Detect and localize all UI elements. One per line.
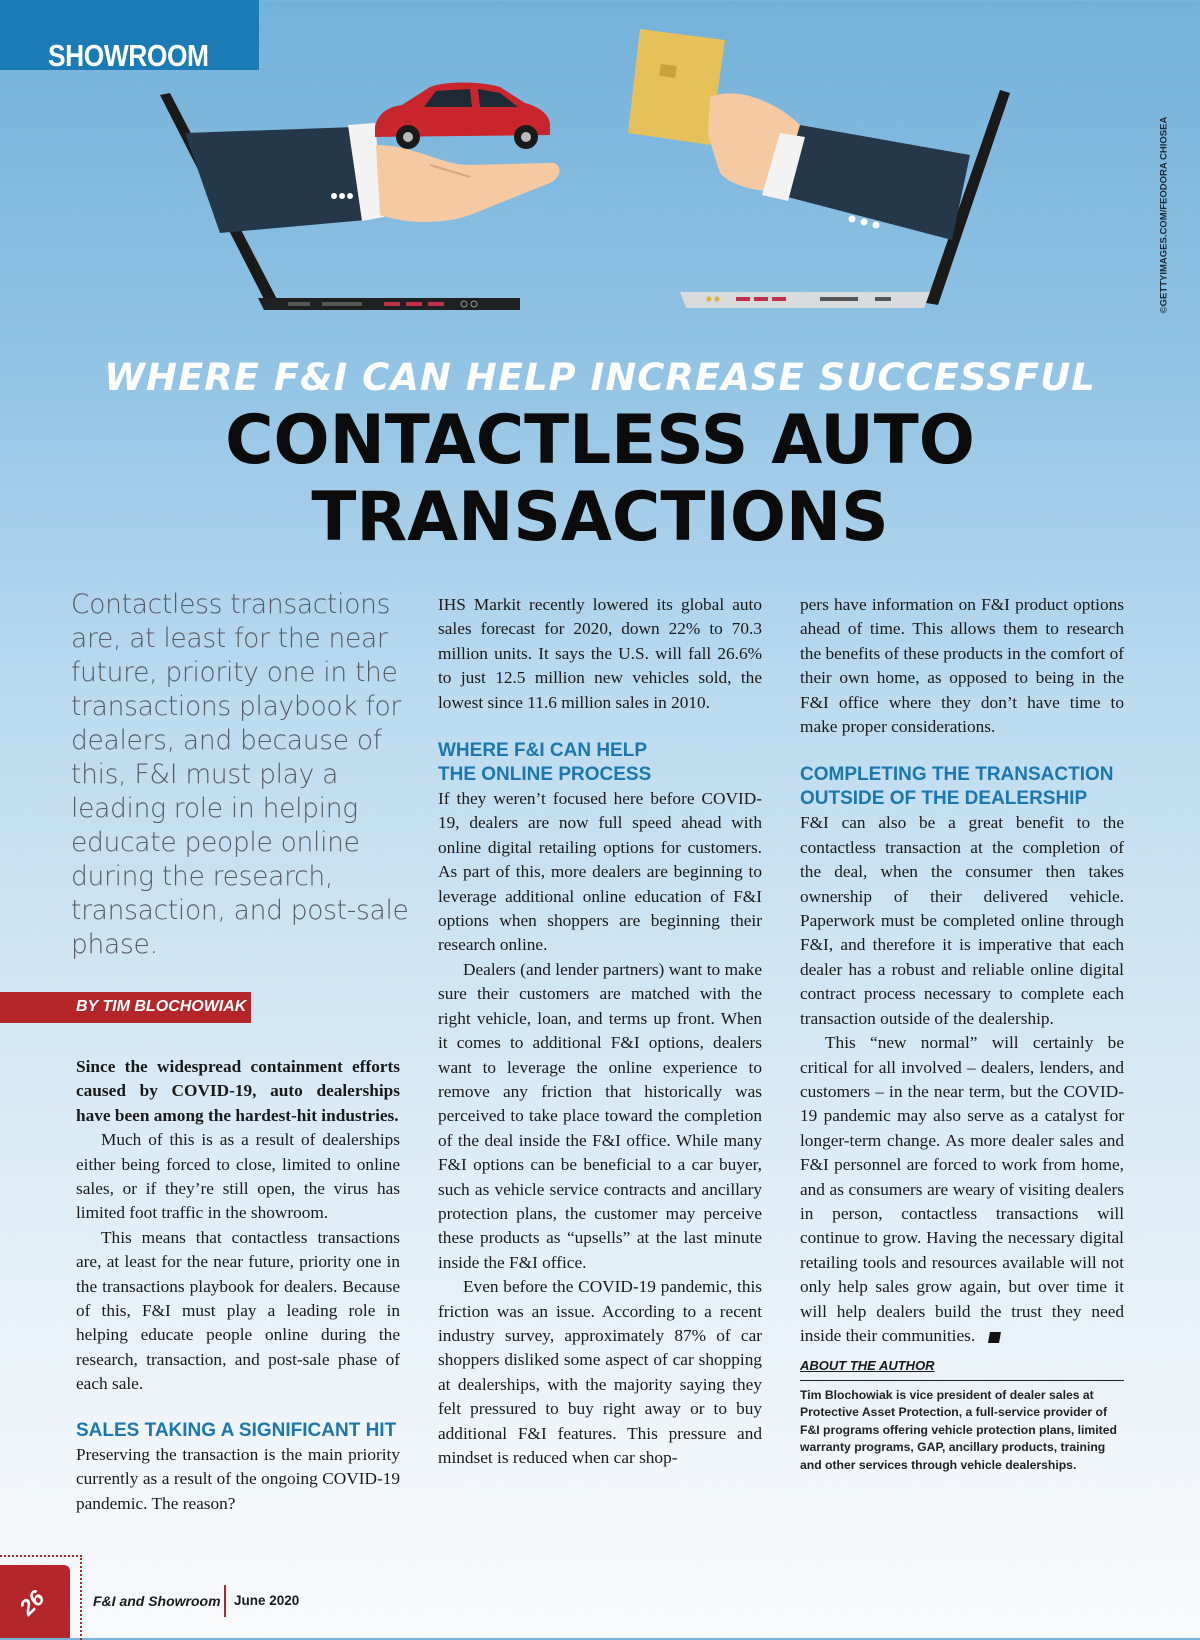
body-paragraph: F&I can also be a great benefit to the contactless transaction at the completion of the deal, when the consumer then takes ownership of their delivered vehicle. Paperwork must be completed online through F&I, and therefore it is imperative that each dealer has a robust and reliable online digital contract process necessary to complete each transaction outside of the dealership. bbox=[800, 813, 1124, 1028]
body-paragraph: IHS Markit recently lowered its global auto sales forecast for 2020, down 22% to 70.3 million units. It says the U.S. will fall 26.6% to just 12.5 million new vehicles sold, the lowest since 11.6 million sales in 2010. bbox=[438, 595, 762, 712]
body-paragraph: This means that contactless transactions are, at least for the near future, priority one in the transactions playbook for dealers. Because of this, F&I must play a leading role in helping educate people online during the research, transaction, and post-sale phase of each sale. bbox=[76, 1227, 400, 1394]
body-paragraph: Even before the COVID-19 pandemic, this friction was an issue. According to a recent industry survey, approximately 87% of car shoppers disliked some aspect of car shopping at dealerships, with the majority saying they felt pressured to buy right away or to buy additional F&I features. This pressure and mindset is reduced when car shop- bbox=[438, 1277, 762, 1467]
body-paragraph: Preserving the transaction is the main priority currently as a result of the ongoing COVID-19 pandemic. The reason? bbox=[76, 1444, 400, 1513]
column-3 bbox=[800, 593, 1124, 1474]
author-bio: Tim Blochowiak is vice president of dealer sales at Protective Asset Protection, a full-service provider of F&I programs offering vehicle protection plans, limited warranty programs, GAP, ancillary products, training and other services through vehicle dealerships. bbox=[800, 1387, 1117, 1472]
headline-line-2: TRANSACTIONS bbox=[311, 478, 889, 557]
body-paragraph: Dealers (and lender partners) want to make sure their customers are matched with the right vehicle, loan, and terms up front. When it comes to additional F&I options, dealers want to leverage the online experience to remove any friction that historically was perceived to take place toward the completion of the deal inside the F&I office. While many F&I options can be beneficial to a car buyer, such as vehicle service contracts and ancillary protection plans, the customer may perceive these products as “upsells” at the last minute inside the F&I office. bbox=[438, 959, 762, 1272]
pull-quote: Contactless transactions are, at least for the near future, priority one in the transactions playbook for dealers, and because of this, F&I must play a leading role in helping educate people online during the research, transaction, and post-sale phase. bbox=[71, 589, 409, 960]
column-1 bbox=[76, 1055, 400, 1516]
byline: BY TIM BLOCHOWIAK bbox=[76, 998, 247, 1015]
body-paragraph: If they weren’t focused here before COVID-19, dealers are now full speed ahead with online digital retailing options for customers. As part of this, more dealers are beginning to leverage additional online education of F&I options when shoppers are beginning their research online. bbox=[438, 789, 762, 955]
body-paragraph bbox=[800, 1031, 1124, 1348]
subheading-line-2: OUTSIDE OF THE DEALERSHIP bbox=[800, 788, 1088, 810]
hand-holding-card-icon bbox=[628, 29, 970, 240]
hero-illustration bbox=[140, 15, 1090, 335]
lead-paragraph: Since the widespread containment efforts caused by COVID-19, auto dealerships have been among the hardest-hit industries. bbox=[76, 1057, 400, 1125]
section-label: SHOWROOM bbox=[48, 38, 209, 73]
about-author-heading: ABOUT THE AUTHOR bbox=[800, 1354, 1124, 1380]
subheading-sales-hit: SALES TAKING A SIGNIFICANT HIT bbox=[76, 1419, 397, 1441]
kicker: WHERE F&I CAN HELP INCREASE SUCCESSFUL bbox=[104, 356, 1096, 399]
footer-date: June 2020 bbox=[234, 1593, 300, 1608]
footer-divider bbox=[224, 1585, 226, 1617]
closing-paragraph-text: This “new normal” will certainly be critical for all involved – dealers, lenders, and customers – in the near term, but the COVID-19 pandemic may also serve as a catalyst for longer-term change. As more dealer sales and F&I personnel are forced to work from home, and as consumers are weary of visiting dealers in person, contactless transactions will continue to grow. Having the necessary digital retailing tools and resources available will not only help sales grow again, but over time it will help dealers build the trust they need inside their communities. bbox=[800, 1033, 1124, 1345]
red-car-icon bbox=[375, 83, 550, 150]
subheading-line-2: THE ONLINE PROCESS bbox=[438, 764, 652, 786]
photo-credit-text: ©GETTYIMAGES.COM/FEODORA CHIOSEA bbox=[1158, 116, 1170, 314]
headline-line-1: CONTACTLESS AUTO bbox=[225, 401, 975, 480]
end-mark-icon bbox=[988, 1332, 1001, 1343]
photo-credit bbox=[1154, 116, 1174, 314]
footer-publication: F&I and Showroom bbox=[93, 1593, 221, 1609]
headline bbox=[0, 402, 1200, 556]
subheading-line-1: WHERE F&I CAN HELP bbox=[438, 740, 647, 762]
body-paragraph: Much of this is as a result of dealerships either being forced to close, limited to online sales, or if they’re still open, the virus has limited foot traffic in the showroom. bbox=[76, 1130, 400, 1223]
body-paragraph: pers have information on F&I product options ahead of time. This allows them to research the benefits of these products in the comfort of their own home, as opposed to being in the F&I office where they don’t have time to make proper considerations. bbox=[800, 595, 1124, 737]
subheading-online-process bbox=[438, 739, 762, 787]
subheading-completing-transaction bbox=[800, 763, 1124, 811]
page-number: 26 bbox=[14, 1585, 50, 1621]
subheading-line-1: COMPLETING THE TRANSACTION bbox=[800, 764, 1114, 786]
hand-holding-car-icon bbox=[185, 123, 559, 233]
column-2 bbox=[438, 593, 762, 1470]
